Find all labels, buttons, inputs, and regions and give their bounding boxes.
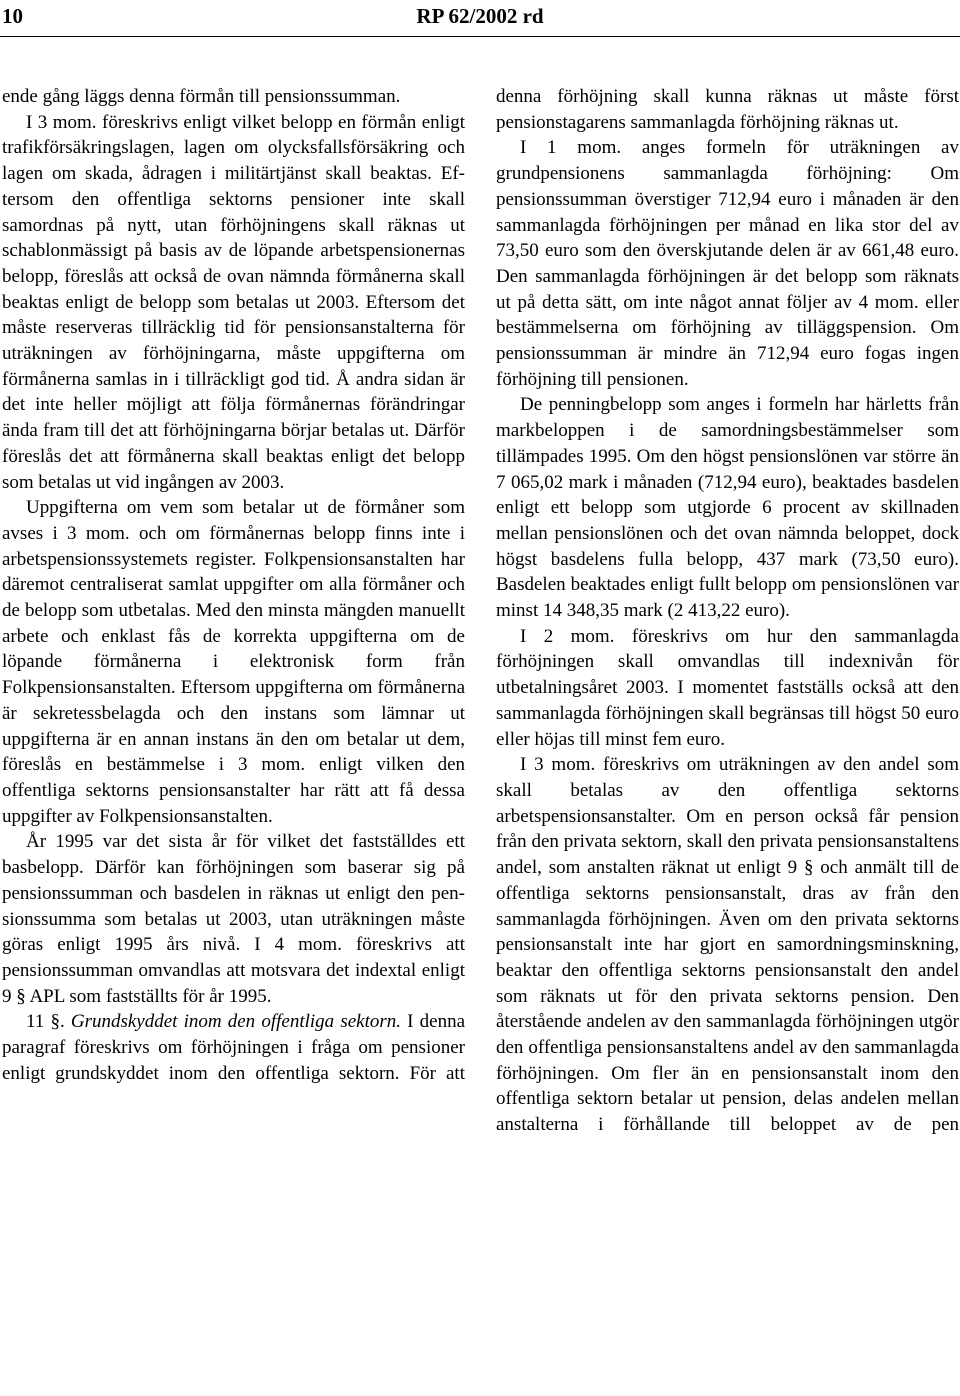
paragraph: I 2 mom. föreskrivs om hur den sammanlagda förhöjningen skall omvandlas till indexnivån för utbetalningsåret 2003. I momentet fastställs också att den sammanlagda förhöjningen skall begränsas till högst 50 euro eller höjas till minst fem euro. <box>496 625 959 750</box>
paragraph: denna förhöjning skall kunna räknas ut måste först pensionstagarens sammanlagda förhöjning räknas ut. <box>496 86 959 133</box>
section-title: Grundskyddet inom den offentliga sektorn. <box>70 1011 401 1033</box>
right-column <box>496 84 959 1138</box>
document-id: RP 62/2002 rd <box>416 4 544 28</box>
page-header <box>0 0 960 38</box>
paragraph: I 3 mom. föreskrivs om uträkningen av den andel som skall betalas av den offentliga sektorns arbetspensionsanstalter. Om en person också får pension från den privata sektorn, skall den privata pensionsanstaltens andel, som anstalten räknat ut enligt 9 § och anmält till de offentliga sektorns pensionsanstalt, dras av från den sammanlagda förhöjningen. Även om den privata sektorns pensionsanstalt inte har gjort en samordningsminskning, beaktar den offentliga sektorns pensionsanstalt den andel som räknats ut för den privata sektorns pension. Den återstående andelen av den sammanlagda förhöjningen utgör den offentliga pensionsanstaltens andel av den sammanlagda förhöjningen. Om fler än en pensionsanstalt inom den offentliga sektorn betalar ut pension, delas andelen mellan anstalterna i förhållande till beloppet av de pen <box>496 754 959 1136</box>
section-text: I denna paragraf föreskrivs om förhöjningen i fråga om pensioner enligt grundskyddet inom den offentliga sektorn. För att <box>2 1011 465 1084</box>
page-number: 10 <box>2 4 23 28</box>
left-column <box>2 84 465 1086</box>
section-number: 11 §. <box>26 1011 71 1033</box>
header-rule <box>0 36 960 37</box>
paragraph: ende gång läggs denna förmån till pensionssumman. <box>2 86 401 107</box>
paragraph: I 1 mom. anges formeln för uträkningen av grundpensionens sammanlagda förhöjning: Om pensionssumman överstiger 712,94 euro i månaden är den sammanlagda förhöjningen per månad en lika stor del av 73,50 euro som den överskjutande delen är av 661,48 euro. Den sammanlagda förhöjningen är det belopp som räknats ut på detta sätt, om inte något annat följer av 4 mom. eller bestämmelserna om förhöjning av tilläggspension. Om pensionssumman är mindre än 712,94 euro fogas ingen förhöjning till pensionen. <box>496 137 959 390</box>
paragraph-section-11 <box>2 1009 465 1086</box>
paragraph: De penningbelopp som anges i formeln har härletts från markbeloppen i de samordningsbestämmelser som tillämpades 1995. Om den högst pensionslönen var större än 7 065,02 mark i månaden (712,94 euro), beaktades basdelen enligt ett belopp som utgjorde 6 procent av skillnaden mellan pensionslönen och det ovan nämnda beloppet, dock högst basdelens fulla belopp, 437 mark (73,50 euro). Basdelen beaktades enligt fullt belopp om pensionslönen var minst 14 348,35 mark (2 413,22 euro). <box>496 394 959 622</box>
paragraph: I 3 mom. föreskrivs enligt vilket belopp en förmån enligt trafikförsäkringslagen, lagen om olycksfallsförsäkring och lagen om skada, ådragen i militärtjänst skall beaktas. Eftersom den offentliga sektorns pensioner inte skall samordnas på nytt, utan förhöjningens skall räknas ut schablonmässigt på basis av de löpande arbetspensionernas belopp, föreslås att också de ovan nämnda förmånerna skall beaktas enligt de belopp som betalas ut 2003. Eftersom det måste reserveras tillräcklig tid för pensionsanstalterna för uträkningen av förhöjningarna, måste uppgifterna om förmånerna samlas in i tillräckligt god tid. Å andra sidan är det inte heller möjligt att följa förmånernas förändringar ända fram till det att förhöjningarna börjar betalas ut. Därför föreslås det att förmånerna skall beaktas enligt det belopp som betalas ut vid ingången av 2003. <box>2 111 465 493</box>
paragraph: Uppgifterna om vem som betalar ut de förmåner som avses i 3 mom. och om förmånernas belopp finns inte i arbetspensionssystemets register. Folkpensionsanstalten har däremot centraliserat samlat uppgifter om alla förmåner och de belopp som utbetalas. Med den minsta mängden manuellt arbete och enklast fås de korrekta uppgifterna om de löpande förmånerna i elektronisk form från Folkpensionsanstalten. Eftersom uppgifterna om förmånerna är sekretessbelagda och den instans som lämnar ut uppgifterna är en annan instans än den om betalar ut dem, föreslås en bestämmelse i 3 mom. enligt vilken den offentliga sektorns pensionsanstalter har rätt att få dessa uppgifter av Folkpensionsanstalten. <box>2 497 465 827</box>
paragraph: År 1995 var det sista år för vilket det fastställdes ett basbelopp. Därför kan förhöjningen som baserar sig på pensionssumman och basdelen in räknas ut enligt den pensionssumma som betalas ut 2003, utan uträkningen måste göras enligt 1995 års nivå. I 4 mom. föreskrivs att pensionssumman omvandlas att motsvara det indextal enligt 9 § APL som fastställts för år 1995. <box>2 831 465 1007</box>
